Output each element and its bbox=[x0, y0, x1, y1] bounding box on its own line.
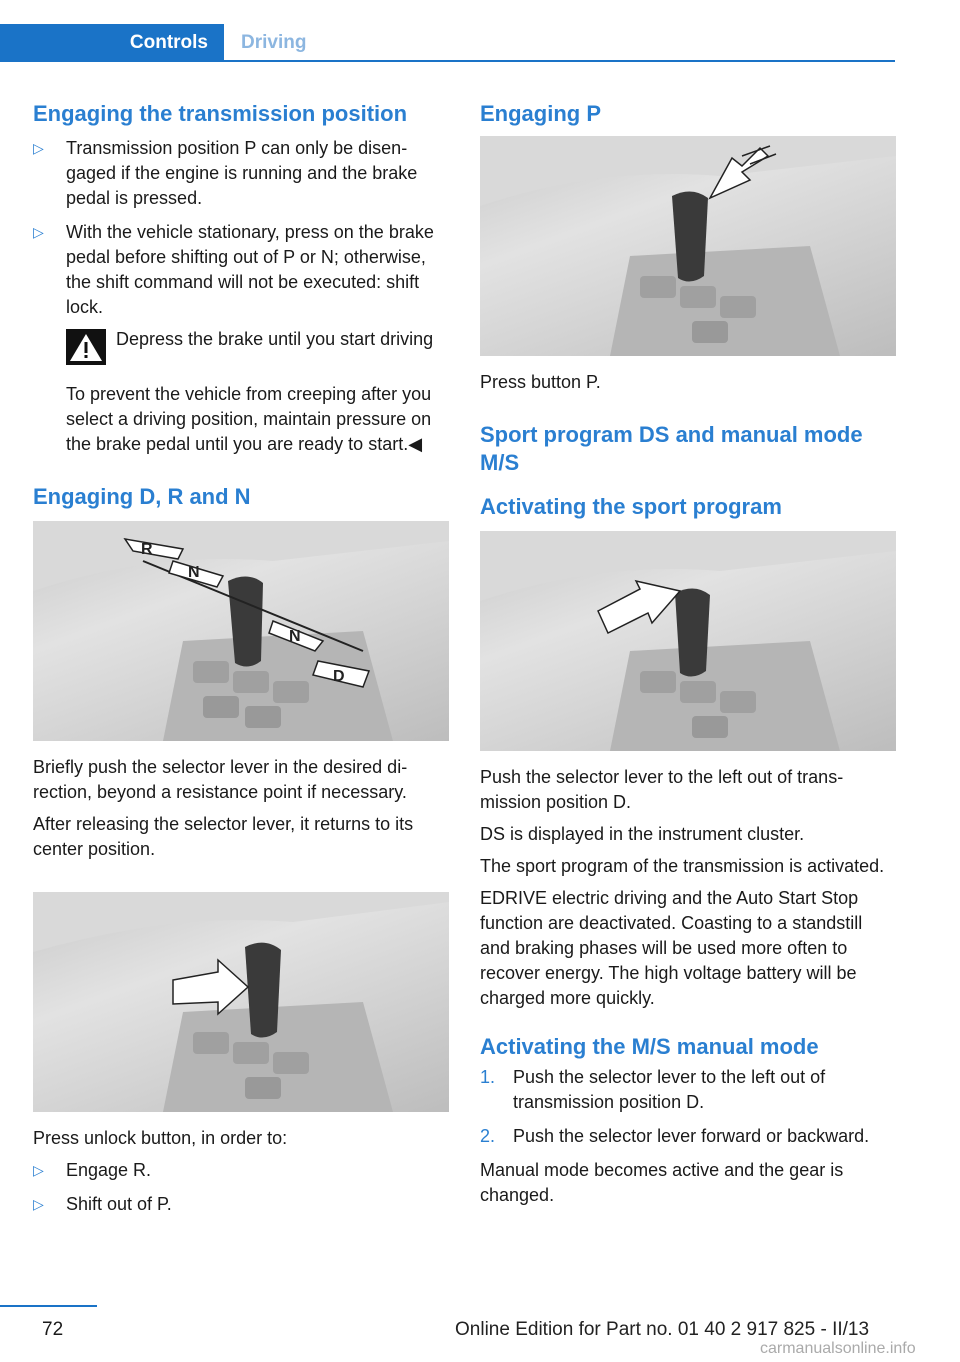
bullet-list-transmission bbox=[33, 136, 449, 320]
step-number: 1. bbox=[480, 1067, 496, 1087]
list-item: 2. Push the selector lever forward or backward. bbox=[480, 1124, 896, 1149]
list-item: ▷ Shift out of P. bbox=[33, 1192, 449, 1217]
list-item: ▷ Transmission position P can only be disengaged if the engine is running and the brake pedal is pressed. bbox=[33, 138, 418, 208]
para-unlock: Press unlock button, in order to: bbox=[33, 1128, 288, 1148]
para-sport-edrive: EDRIVE electric driving and the Auto Start Stop function are deactivated. Coasting to a standstill and braking phases will be used more often to recover energy. The high voltage battery will be charged more quickly. bbox=[480, 888, 863, 1008]
para-sport-display: DS is displayed in the instrument cluster. bbox=[480, 824, 805, 844]
para-manual-active: Manual mode becomes active and the gear is changed. bbox=[480, 1160, 844, 1205]
list-item: ▷ With the vehicle stationary, press on the brake pedal before shifting out of P or N; otherwise, the shift command will not be executed: shift lock. bbox=[33, 222, 434, 317]
heading-activating-manual: Activating the M/S manual mode bbox=[480, 1034, 819, 1059]
chapter-tabs bbox=[0, 24, 895, 62]
park-button-illustration bbox=[480, 136, 896, 356]
right-column bbox=[480, 100, 896, 1215]
triangle-bullet-icon: ▷ bbox=[33, 1196, 44, 1212]
step-number: 2. bbox=[480, 1126, 496, 1146]
sport-program-illustration bbox=[480, 531, 896, 751]
triangle-bullet-icon: ▷ bbox=[33, 1162, 44, 1178]
tab-driving[interactable]: Driving bbox=[241, 32, 307, 53]
steps-list bbox=[480, 1065, 896, 1149]
para-sport-push: Push the selector lever to the left out of transmission position D. bbox=[480, 767, 844, 812]
para-push-lever: Briefly push the selector lever in the desired direction, beyond a resistance point if necessary. bbox=[33, 757, 408, 802]
warning-body: To prevent the vehicle from creeping after you select a driving position, maintain pressure on the brake pedal until you are ready to start.◀ bbox=[66, 384, 432, 454]
heading-activating-sport: Activating the sport program bbox=[480, 494, 782, 519]
warning-note bbox=[33, 327, 449, 375]
watermark: carmanualsonline.info bbox=[760, 1340, 916, 1357]
triangle-bullet-icon: ▷ bbox=[33, 140, 44, 156]
triangle-bullet-icon: ▷ bbox=[33, 224, 44, 240]
para-release-lever: After releasing the selector lever, it returns to its center position. bbox=[33, 814, 414, 859]
label-d: D bbox=[333, 668, 345, 685]
warning-text: Depress the brake until you start driving bbox=[116, 329, 434, 349]
para-sport-activated: The sport program of the transmission is activated. bbox=[480, 856, 885, 876]
edition-text: Online Edition for Part no. 01 40 2 917 825 - II/13 bbox=[455, 1319, 870, 1340]
label-n-lower: N bbox=[289, 628, 301, 645]
heading-engaging-transmission: Engaging the transmission position bbox=[33, 101, 408, 126]
warning-triangle-icon bbox=[66, 329, 106, 365]
page-number: 72 bbox=[42, 1319, 64, 1340]
footer-rule bbox=[0, 1305, 97, 1307]
heading-engaging-p: Engaging P bbox=[480, 101, 601, 126]
para-press-p: Press button P. bbox=[480, 372, 601, 392]
label-n-upper: N bbox=[188, 564, 200, 581]
list-item: 1. Push the selector lever to the left out of transmission position D. bbox=[480, 1067, 826, 1112]
heading-sport-program: Sport program DS and manual mode M/S bbox=[480, 422, 863, 475]
selector-lever-drn-illustration bbox=[33, 521, 449, 741]
bullet-list-unlock bbox=[33, 1158, 449, 1217]
label-r: R bbox=[141, 541, 153, 558]
unlock-button-illustration bbox=[33, 892, 449, 1112]
left-column bbox=[33, 100, 449, 1226]
list-item: ▷ Engage R. bbox=[33, 1158, 449, 1183]
heading-engaging-drn: Engaging D, R and N bbox=[33, 484, 251, 509]
tab-controls[interactable]: Controls bbox=[0, 24, 224, 62]
